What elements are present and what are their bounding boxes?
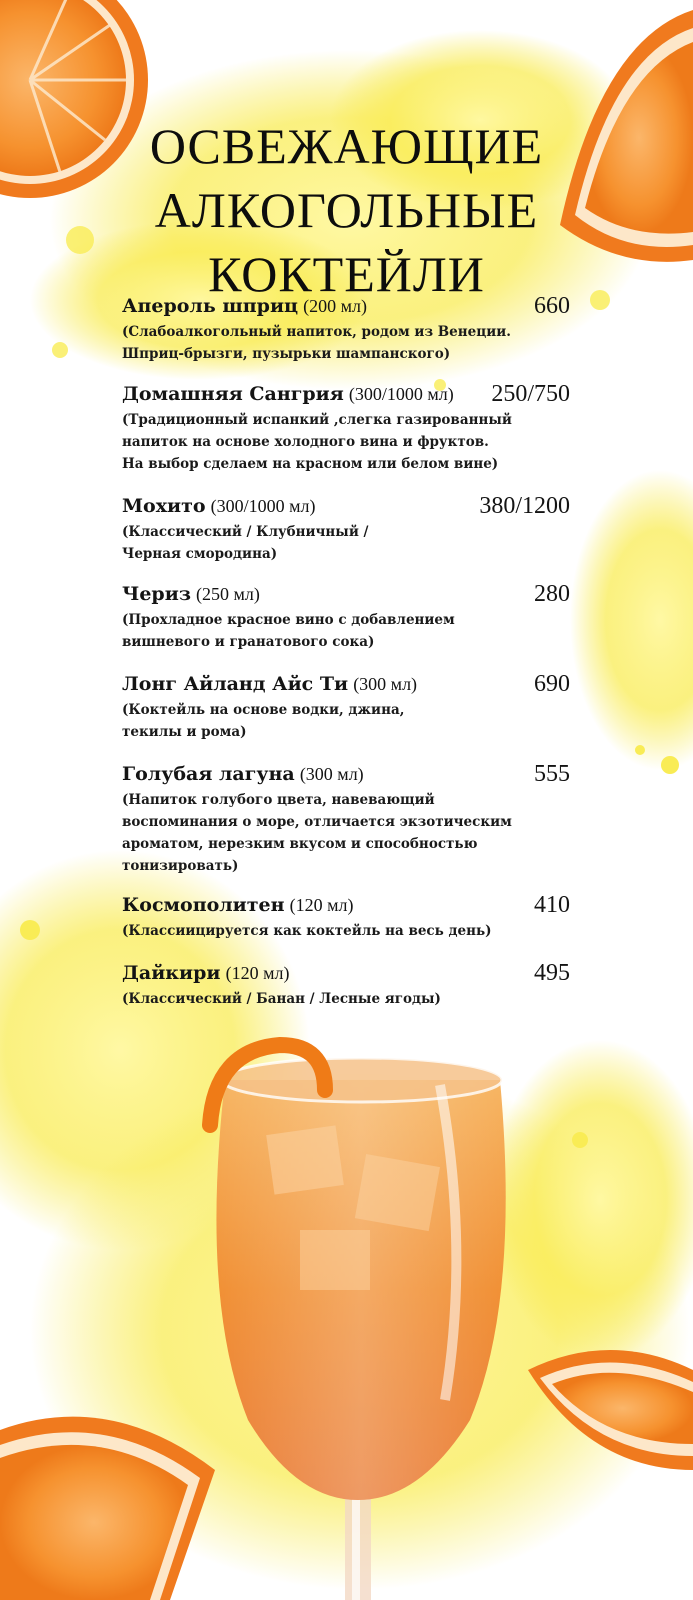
menu-item-blue-lagoon	[122, 759, 570, 890]
item-price: 660	[534, 293, 570, 319]
item-name: Мохито	[122, 495, 206, 517]
menu-item-cheriz	[122, 579, 570, 669]
item-volume: (200 мл)	[303, 296, 368, 316]
item-volume: (300/1000 мл)	[210, 496, 316, 516]
title-line-2: АЛКОГОЛЬНЫЕ	[154, 181, 539, 238]
menu-item-daiquiri	[122, 958, 570, 1018]
item-name: Апероль шприц	[122, 295, 299, 317]
item-name: Дайкири	[122, 962, 221, 984]
item-name: Голубая лагуна	[122, 763, 295, 785]
item-price: 555	[534, 761, 570, 787]
menu-item-aperol	[122, 291, 570, 379]
item-name: Домашняя Сангрия	[122, 383, 344, 405]
menu-item-cosmopolitan	[122, 890, 570, 958]
item-description: (Прохладное красное вино с добавлением вишневого и гранатового сока)	[122, 612, 455, 650]
item-price: 280	[534, 581, 570, 607]
title-line-1: ОСВЕЖАЮЩИЕ	[149, 117, 544, 174]
item-description: (Слабоалкогольный напиток, родом из Венеции. Шприц-брызги, пузырьки шампанского)	[122, 324, 511, 362]
item-description: (Классиицируется как коктейль на весь день)	[122, 923, 492, 939]
menu-item-sangria	[122, 379, 570, 491]
item-name: Лонг Айланд Айс Ти	[122, 673, 349, 695]
title-line-3: КОКТЕЙЛИ	[208, 245, 485, 302]
item-volume: (250 мл)	[196, 584, 260, 604]
item-price: 690	[534, 671, 570, 697]
item-price: 410	[534, 892, 570, 918]
menu-title	[0, 114, 693, 306]
cocktail-menu-list	[122, 291, 570, 1018]
item-volume: (300 мл)	[353, 674, 418, 694]
item-price: 495	[534, 960, 570, 986]
item-volume: (300/1000 мл)	[348, 384, 454, 404]
item-name: Чериз	[122, 583, 191, 605]
item-description: (Традиционный испанкий ,слегка газированный напиток на основе холодного вина и фруктов. На выбор сделаем на красном или белом вине)	[122, 412, 512, 472]
item-price: 250/750	[491, 381, 570, 407]
item-description: (Коктейль на основе водки, джина, текилы и рома)	[122, 702, 405, 740]
item-price: 380/1200	[479, 493, 570, 519]
menu-item-mojito	[122, 491, 570, 579]
item-volume: (120 мл)	[289, 895, 354, 915]
item-name: Космополитен	[122, 894, 285, 916]
item-description: (Напиток голубого цвета, навевающий воспоминания о море, отличается экзотическим ароматом, нерезким вкусом и способностью тонизировать)	[122, 792, 512, 874]
item-volume: (300 мл)	[299, 764, 364, 784]
item-description: (Классический / Банан / Лесные ягоды)	[122, 991, 441, 1007]
item-volume: (120 мл)	[225, 963, 290, 983]
menu-item-long-island	[122, 669, 570, 759]
item-description: (Классический / Клубничный / Черная смородина)	[122, 524, 369, 562]
juice-splash-right	[570, 470, 693, 774]
